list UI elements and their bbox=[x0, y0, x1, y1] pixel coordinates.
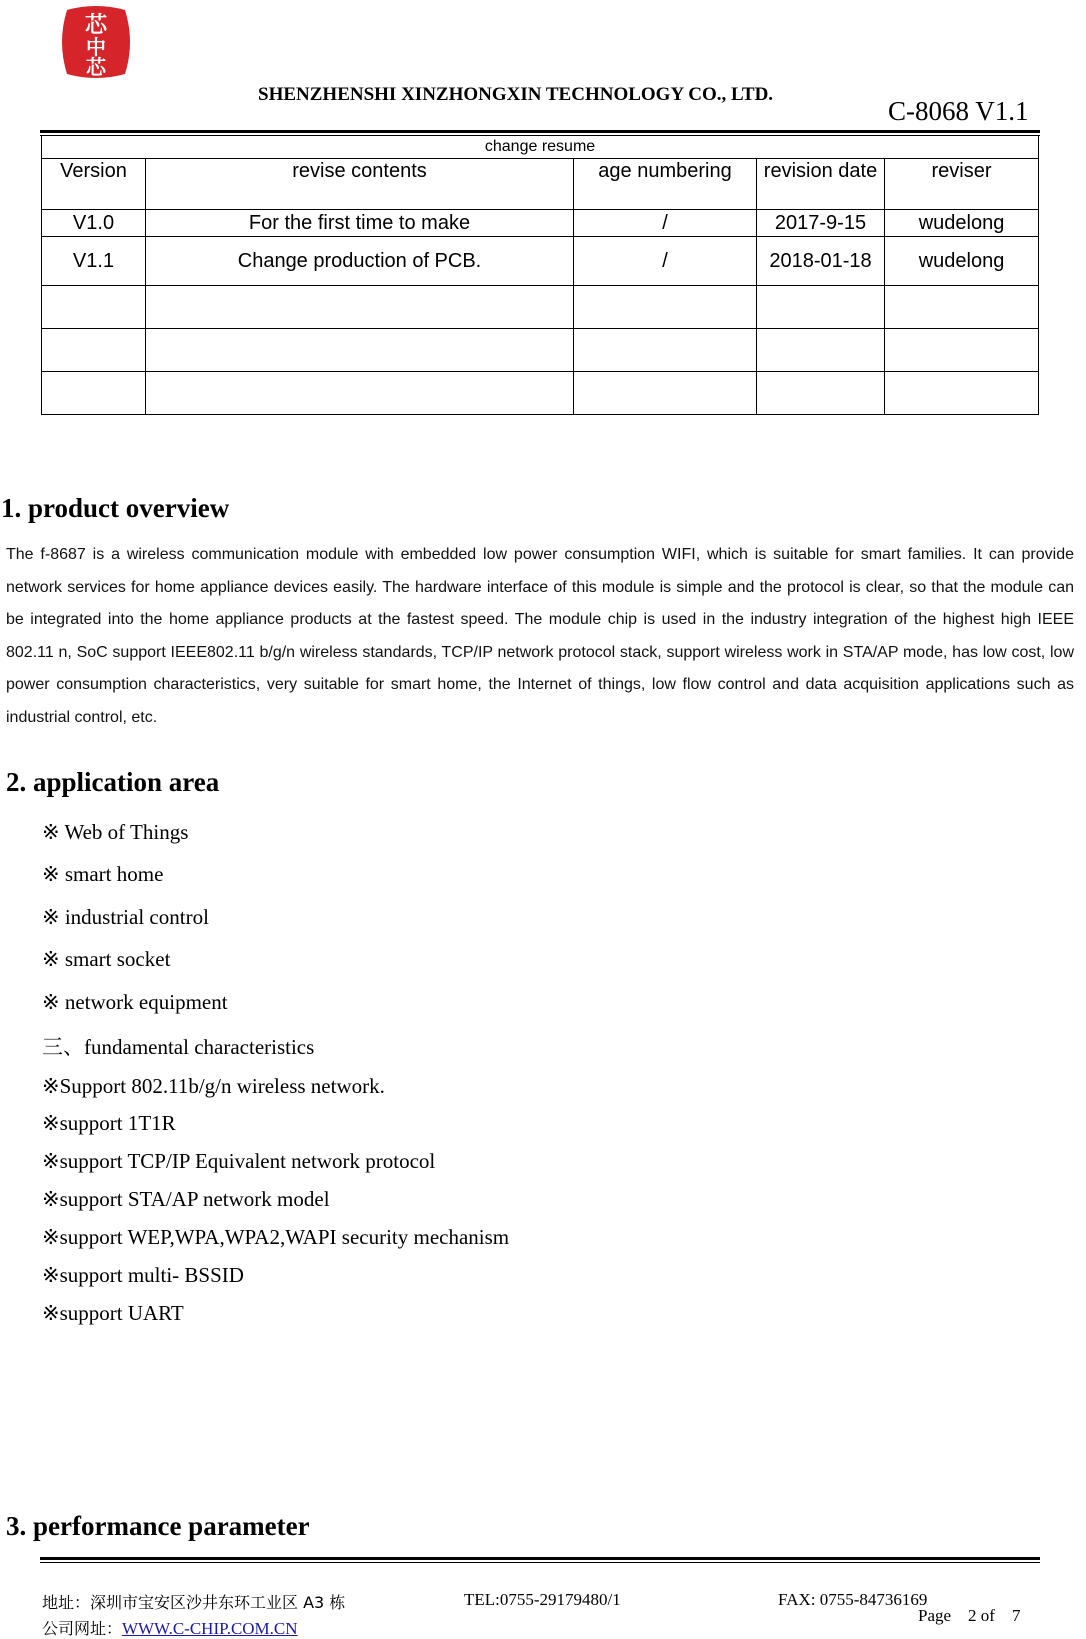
table-row bbox=[42, 237, 1039, 286]
footer-rule bbox=[40, 1557, 1040, 1560]
svg-text:芯: 芯 bbox=[84, 13, 108, 38]
cell-version: V1.1 bbox=[42, 237, 146, 286]
list-item: ※support WEP,WPA,WPA2,WAPI security mechanism bbox=[42, 1225, 510, 1249]
list-item: ※ network equipment bbox=[42, 990, 228, 1014]
section-title-overview: 1. product overview bbox=[1, 493, 230, 523]
svg-text:芯: 芯 bbox=[86, 55, 106, 79]
footer-website bbox=[42, 1616, 298, 1639]
footer-website-label: 公司网址： bbox=[42, 1619, 123, 1638]
footer-rule-thin bbox=[40, 1562, 1040, 1563]
cell-contents: For the first time to make bbox=[146, 210, 574, 237]
col-revise-contents: revise contents bbox=[146, 159, 574, 210]
table-row-empty bbox=[42, 372, 1039, 415]
list-item: ※ industrial control bbox=[42, 905, 209, 929]
cell-date: 2018-01-18 bbox=[757, 237, 885, 286]
col-revision-date: revision date bbox=[757, 159, 885, 210]
table-header-row bbox=[42, 159, 1039, 210]
cell-reviser: wudelong bbox=[885, 237, 1039, 286]
list-item: ※Support 802.11b/g/n wireless network. bbox=[42, 1074, 385, 1098]
list-item: ※ Web of Things bbox=[42, 820, 189, 844]
section-title-performance: 3. performance parameter bbox=[6, 1511, 310, 1541]
cell-contents: Change production of PCB. bbox=[146, 237, 574, 286]
overview-paragraph: The f-8687 is a wireless communication module with embedded low power consumption WIFI, which is suitable for smart families. It can provide network services for home appliance devices easily. The hardware interface of this module is simple and the protocol is clear, so that the module can be integrated into the home appliance products at the fastest speed. The module chip is used in the industry integration of the highest high IEEE 802.11 n, SoC support IEEE802.11 b/g/n wireless standards, TCP/IP network protocol stack, support wireless work in STA/AP mode, has low cost, low power consumption characteristics, very suitable for smart home, the Internet of things, low flow control and data acquisition applications such as industrial control, etc. bbox=[6, 546, 1074, 726]
col-reviser: reviser bbox=[885, 159, 1039, 210]
table-row-empty bbox=[42, 329, 1039, 372]
section-title-application: 2. application area bbox=[6, 767, 220, 797]
cell-reviser: wudelong bbox=[885, 210, 1039, 237]
company-name: SHENZHENSHI XINZHONGXIN TECHNOLOGY CO., LTD. bbox=[258, 84, 774, 105]
list-item: ※support 1T1R bbox=[42, 1111, 176, 1135]
cell-age: / bbox=[574, 210, 757, 237]
list-item: ※ smart home bbox=[42, 862, 164, 886]
table-caption: change resume bbox=[42, 136, 1039, 159]
revision-table bbox=[41, 135, 1039, 415]
table-row bbox=[42, 210, 1039, 237]
section-title-characteristics: 三、fundamental characteristics bbox=[42, 1035, 315, 1059]
document-id: C-8068 V1.1 bbox=[888, 96, 1029, 126]
header-rule bbox=[40, 130, 1040, 133]
page-number: Page 2 of 7 bbox=[918, 1606, 1021, 1625]
footer-tel: TEL:0755-29179480/1 bbox=[464, 1590, 621, 1609]
cell-age: / bbox=[574, 237, 757, 286]
cell-date: 2017-9-15 bbox=[757, 210, 885, 237]
list-item: ※support UART bbox=[42, 1301, 184, 1325]
list-item: ※support TCP/IP Equivalent network protocol bbox=[42, 1149, 436, 1173]
table-row-empty bbox=[42, 286, 1039, 329]
footer-address: 地址：深圳市宝安区沙井东环工业区 A3 栋 bbox=[42, 1593, 346, 1612]
list-item: ※support multi- BSSID bbox=[42, 1263, 244, 1287]
list-item: ※support STA/AP network model bbox=[42, 1187, 330, 1211]
cell-version: V1.0 bbox=[42, 210, 146, 237]
website-link[interactable]: WWW.C-CHIP.COM.CN bbox=[122, 1619, 298, 1638]
company-logo bbox=[55, 4, 137, 80]
svg-text:中: 中 bbox=[86, 35, 106, 59]
col-age-numbering: age numbering bbox=[574, 159, 757, 210]
list-item: ※ smart socket bbox=[42, 947, 171, 971]
col-version: Version bbox=[42, 159, 146, 210]
footer-fax: FAX: 0755-84736169 bbox=[778, 1590, 928, 1609]
